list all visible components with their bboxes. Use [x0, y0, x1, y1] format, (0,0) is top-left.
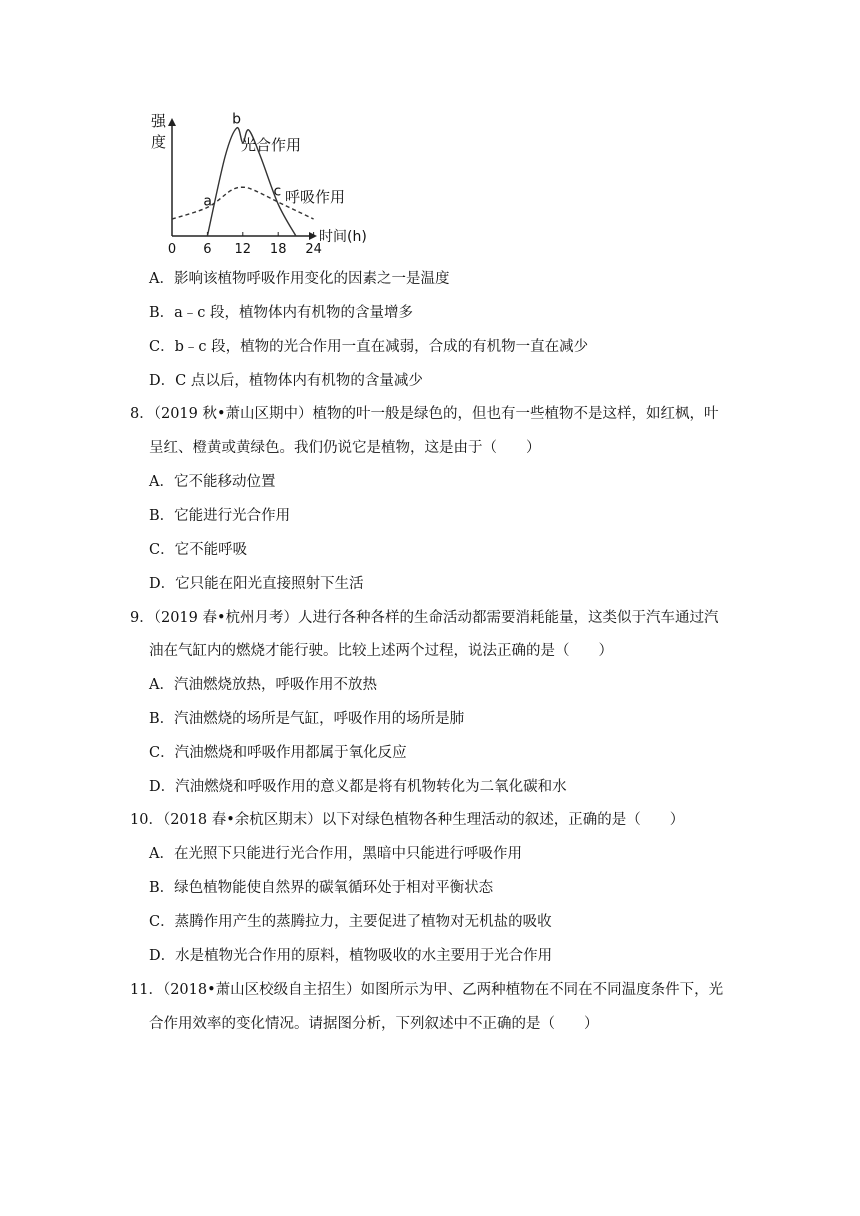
- q9-stem-cont: 油在气缸内的燃烧才能行驶。比较上述两个过程，说法正确的是（ ）: [149, 643, 613, 659]
- series-label-photosynthesis: 光合作用: [241, 136, 302, 154]
- series-label-respiration: 呼吸作用: [285, 188, 346, 206]
- q7-option-d: D．C 点以后，植物体内有机物的含量减少: [149, 373, 423, 389]
- q9-stem: 9．（2019 春•杭州月考）人进行各种各样的生命活动都需要消耗能量，这类似于汽车通过汽: [130, 610, 719, 626]
- q8-option-a: A．它不能移动位置: [149, 474, 276, 490]
- point-label-c: c: [273, 183, 282, 200]
- q10-option-d: D．水是植物光合作用的原料，植物吸收的水主要用于光合作用: [149, 948, 553, 964]
- x-tick-label: 18: [269, 242, 287, 257]
- q7-option-a: A．影响该植物呼吸作用变化的因素之一是温度: [149, 271, 450, 287]
- q8-stem: 8．（2019 秋•萧山区期中）植物的叶一般是绿色的，但也有一些植物不是这样，如红枫，叶: [130, 406, 719, 422]
- q11-stem: 11．（2018•萧山区校级自主招生）如图所示为甲、乙两种植物在不同在不同温度条件下，光: [130, 982, 724, 998]
- q8-option-c: C．它不能呼吸: [149, 542, 248, 558]
- q10-option-c: C．蒸腾作用产生的蒸腾拉力，主要促进了植物对无机盐的吸收: [149, 914, 552, 930]
- q9-option-c: C．汽油燃烧和呼吸作用都属于氧化反应: [149, 745, 407, 761]
- q10-option-a: A．在光照下只能进行光合作用，黑暗中只能进行呼吸作用: [149, 846, 522, 862]
- q11-stem-cont: 合作用效率的变化情况。请据图分析，下列叙述中不正确的是（ ）: [149, 1016, 599, 1032]
- y-axis-arrow: [168, 118, 176, 126]
- x-tick-label: 6: [203, 242, 212, 257]
- point-label-b: b: [232, 111, 242, 128]
- q7-option-b: B．a﹣c 段，植物体内有机物的含量增多: [149, 305, 414, 321]
- q9-option-a: A．汽油燃烧放热，呼吸作用不放热: [149, 677, 377, 693]
- q8-option-d: D．它只能在阳光直接照射下生活: [149, 576, 364, 592]
- q10-stem: 10．（2018 春•余杭区期末）以下对绿色植物各种生理活动的叙述，正确的是（ ）: [130, 812, 685, 828]
- q8-stem-cont: 呈红、橙黄或黄绿色。我们仍说它是植物，这是由于（ ）: [149, 440, 541, 456]
- q9-option-d: D．汽油燃烧和呼吸作用的意义都是将有机物转化为二氧化碳和水: [149, 779, 567, 795]
- y-axis-label-char: 强: [151, 112, 167, 130]
- x-axis-label: 时间(h): [319, 229, 367, 245]
- x-axis-arrow: [309, 232, 317, 240]
- point-label-a: a: [203, 193, 212, 210]
- q9-option-b: B．汽油燃烧的场所是气缸，呼吸作用的场所是肺: [149, 711, 465, 727]
- chart-labels: [151, 112, 367, 257]
- y-axis-label-char: 度: [151, 133, 167, 151]
- x-tick-label: 0: [167, 242, 177, 257]
- q7-option-c: C．b﹣c 段，植物的光合作用一直在减弱，合成的有机物一直在减少: [149, 339, 589, 355]
- photosynthesis-respiration-chart: [135, 108, 375, 258]
- x-tick-label: 12: [234, 242, 252, 257]
- x-tick-label: 24: [305, 242, 322, 257]
- q8-option-b: B．它能进行光合作用: [149, 508, 291, 524]
- q10-option-b: B．绿色植物能使自然界的碳氧循环处于相对平衡状态: [149, 880, 494, 896]
